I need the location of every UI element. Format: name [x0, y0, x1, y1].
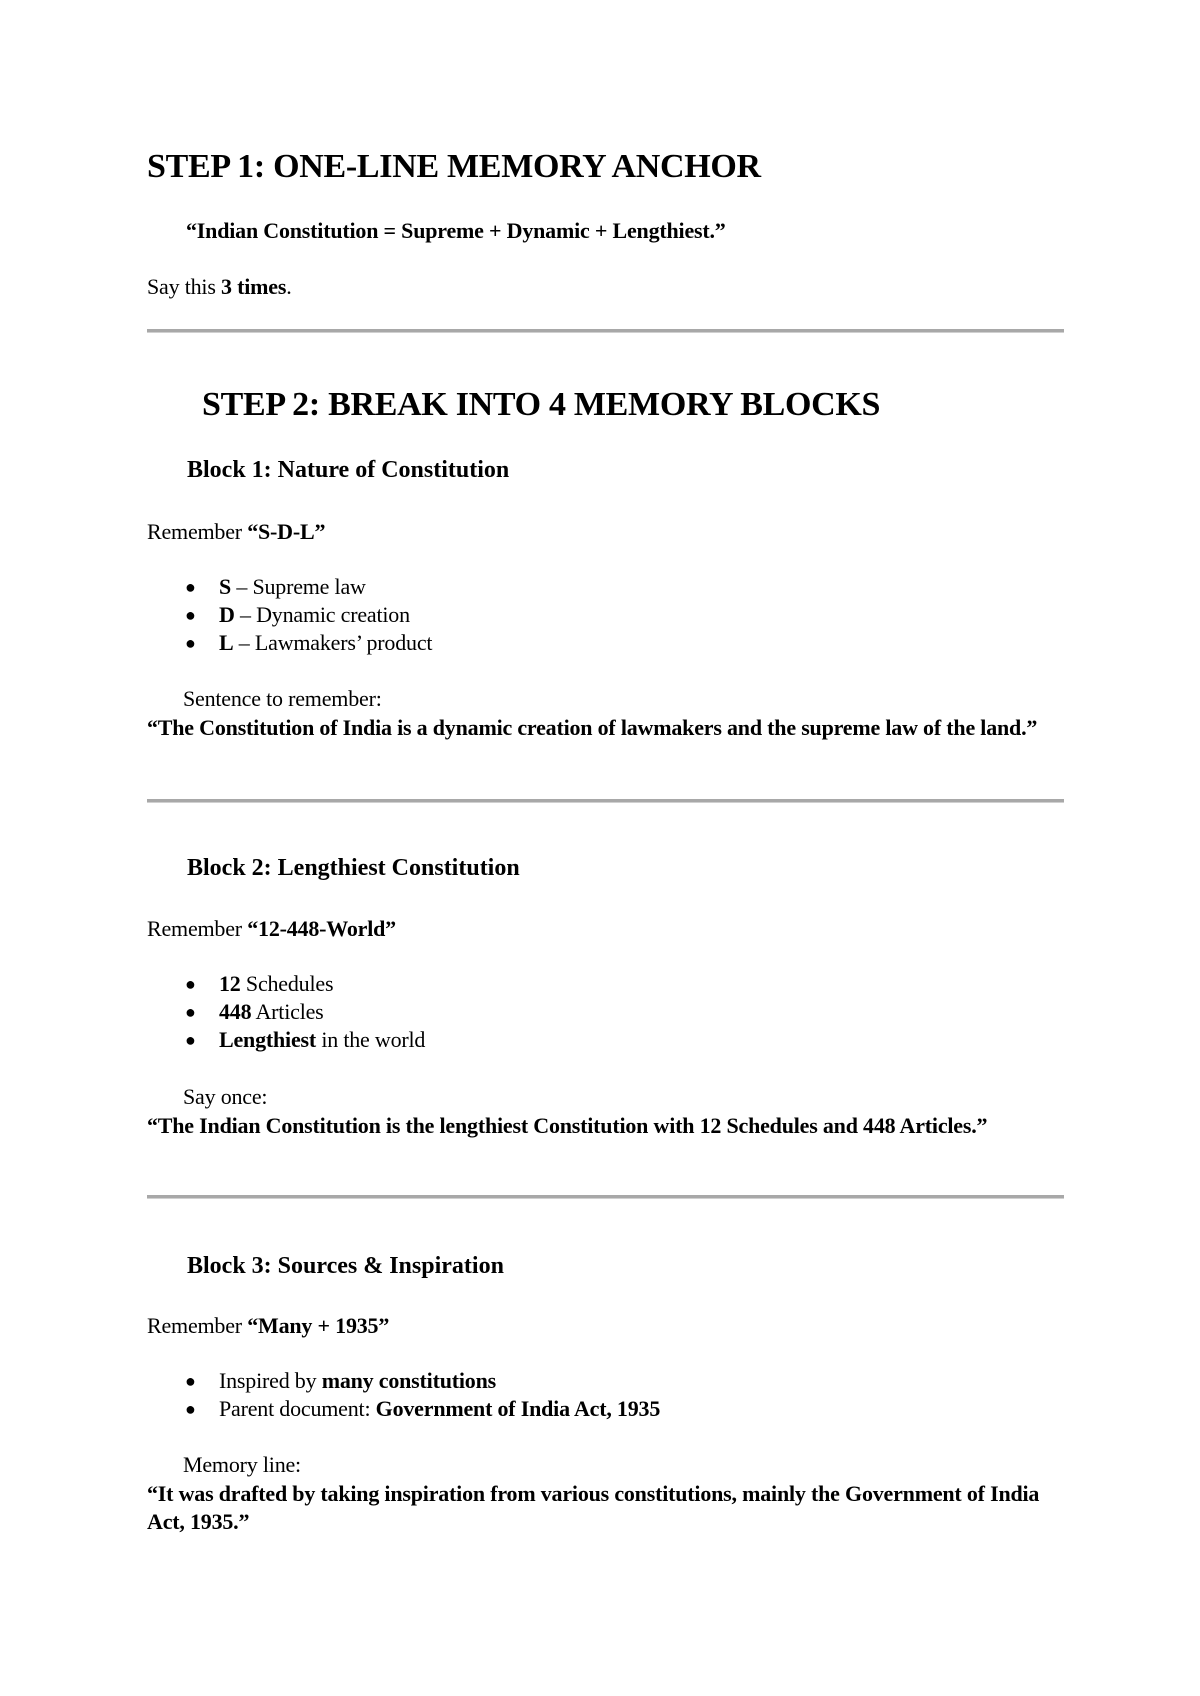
divider-2 [147, 799, 1064, 803]
item-text: – Dynamic creation [234, 602, 410, 627]
block3-mnemonic: “Many + 1935” [247, 1313, 390, 1338]
item-key: 12 [219, 971, 241, 996]
bullet-dot: ● [185, 1002, 196, 1022]
block3-heading: Block 3: Sources & Inspiration [187, 1253, 504, 1279]
divider-1 [147, 329, 1064, 333]
bullet-dot: ● [185, 974, 196, 994]
step1-heading: STEP 1: ONE-LINE MEMORY ANCHOR [147, 148, 761, 185]
divider-3 [147, 1195, 1064, 1199]
item-text: Schedules [240, 971, 334, 996]
block2-remember-line [147, 916, 396, 942]
block3-quote: “It was drafted by taking inspiration from various constitutions, mainly the Government of India Act, 1935.” [147, 1481, 1040, 1534]
item-text: Articles [251, 999, 324, 1024]
block1-quote: “The Constitution of India is a dynamic creation of lawmakers and the supreme law of the land.” [147, 715, 1038, 740]
bullet-dot: ● [185, 633, 196, 653]
repeat-count: 3 times [221, 274, 287, 299]
block3-remember-prefix: Remember [147, 1313, 248, 1338]
block3-lead: Memory line: [183, 1452, 301, 1477]
block2-lead: Say once: [183, 1084, 268, 1109]
item-text: – Lawmakers’ product [233, 630, 433, 655]
block1-remember-prefix: Remember [147, 519, 248, 544]
item-key: L [219, 630, 234, 655]
item-text: – Supreme law [231, 574, 366, 599]
item-text: Parent document: [219, 1396, 376, 1421]
block1-remember-line [147, 519, 325, 545]
block2-quote: “The Indian Constitution is the lengthiest Constitution with 12 Schedules and 448 Articles.” [147, 1113, 988, 1138]
block1-lead: Sentence to remember: [183, 686, 382, 711]
bullet-dot: ● [185, 1030, 196, 1050]
bullet-dot: ● [185, 1399, 196, 1419]
step1-anchor-line: “Indian Constitution = Supreme + Dynamic + Lengthiest.” [186, 218, 726, 243]
bullet-dot: ● [185, 605, 196, 625]
block2-mnemonic: “12-448-World” [247, 916, 396, 941]
item-key: Lengthiest [219, 1027, 317, 1052]
step2-heading: STEP 2: BREAK INTO 4 MEMORY BLOCKS [202, 386, 881, 423]
block1-mnemonic: “S-D-L” [247, 519, 326, 544]
repeat-suffix: . [286, 274, 292, 299]
item-key: D [219, 602, 235, 627]
bullet-dot: ● [185, 577, 196, 597]
block2-remember-prefix: Remember [147, 916, 248, 941]
block3-remember-line [147, 1313, 389, 1339]
item-key: 448 [219, 999, 252, 1024]
item-key: Government of India Act, 1935 [375, 1396, 661, 1421]
item-text: Inspired by [219, 1368, 322, 1393]
block1-heading: Block 1: Nature of Constitution [187, 457, 510, 483]
block2-heading: Block 2: Lengthiest Constitution [187, 855, 520, 881]
bullet-dot: ● [185, 1371, 196, 1391]
item-text: in the world [316, 1027, 426, 1052]
item-key: many constitutions [321, 1368, 496, 1393]
step1-repeat-instruction [147, 274, 292, 300]
repeat-prefix: Say this [147, 274, 221, 299]
item-key: S [219, 574, 232, 599]
